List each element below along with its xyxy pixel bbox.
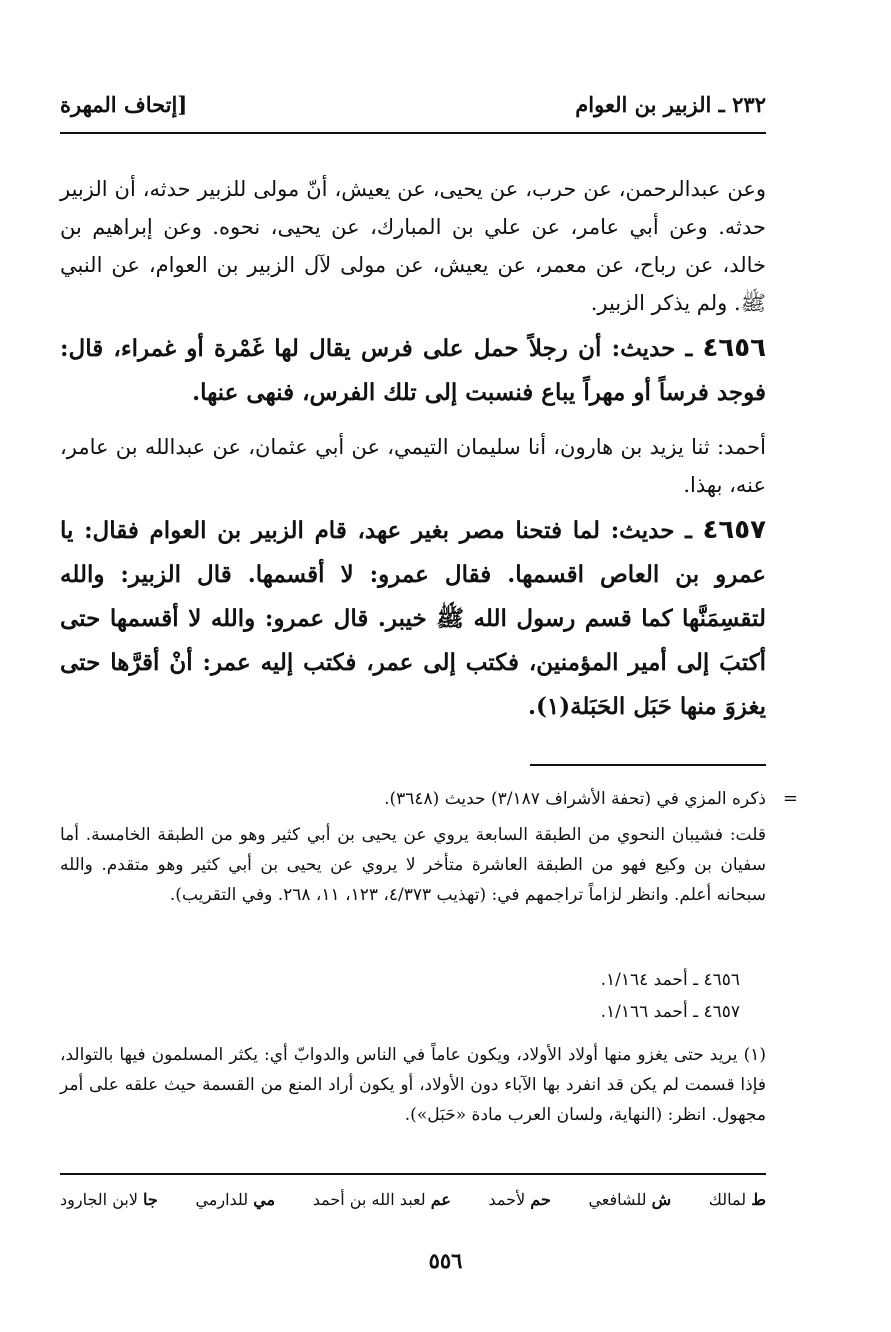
abbrev-item: ط لمالك (708, 1190, 766, 1209)
abbrev-item: عم لعبد الله بن أحمد (312, 1190, 451, 1209)
abbrev-item: مي للدارمي (195, 1190, 276, 1209)
abbrev-rule (60, 1173, 766, 1175)
book-title: [إتحاف المهرة (60, 91, 188, 117)
footnote-rule (530, 764, 766, 766)
running-header (60, 86, 766, 122)
hadith-number: ٤٦٥٧ (702, 515, 766, 545)
intro-paragraph: وعن عبدالرحمن، عن حرب، عن يحيى، عن يعيش، أنّ مولى للزبير حدثه، أن الزبير حدثه. وعن أبي عامر، عن علي بن المبارك، عن يحيى، نحوه. وعن إبراهيم بن خالد، عن رباح، عن معمر، عن يعيش، عن مولى لآل الزبير بن العوام، عن النبي ﷺ. ولم يذكر الزبير. (60, 177, 766, 315)
abbrev-item: ش للشافعي (588, 1190, 672, 1209)
hadith-text: ـ حديث: أن رجلاً حمل على فرس يقال لها غَمْرة أو غمراء، قال: فوجد فرساً أو مهراً يباع فنسبت إلى تلك الفرس، فنهى عنها. (60, 335, 766, 406)
hadith-number: ٤٦٥٦ (702, 333, 766, 363)
section-title: ٢٣٢ ـ الزبير بن العوام (575, 91, 766, 117)
header-rule (60, 132, 766, 134)
footnote-refs (60, 964, 766, 1028)
continuation-marker: = (782, 788, 798, 809)
hadith-text: ـ حديث: لما فتحنا مصر بغير عهد، قام الزبير بن العوام فقال: يا عمرو بن العاص اقسمها. فقال عمرو: لا أقسمها. قال الزبير: والله لتقسِمَنَّها كما قسم رسول الله ﷺ خيبر. قال عمرو: والله لا أقسمها حتى أكتبَ إلى أمير المؤمنين، فكتب إلى عمر، فكتب إليه عمر: أنْ أقرَّها حتى يغزوَ منها حَبَل الحَبَلة(١). (60, 517, 766, 720)
continuation-text: ذكره المزي في (تحفة الأشراف ٣/١٨٧) حديث (٣٦٤٨). (384, 789, 766, 809)
hadith-4657 (60, 508, 766, 729)
footnote-note: قلت: فشيبان النحوي من الطبقة السابعة يروي عن يحيى بن أبي كثير وهو من الطبقة الخامسة. أما سفيان بن وكيع فهو من الطبقة العاشرة متأخر لا يروي عن يحيى بن أبي كثير وهو متقدم. والله سبحانه أعلم. وانظر لزاماً تراجمهم في: (تهذيب ٤/٣٧٣، ١٢٣، ١١، ٢٦٨. وفي التقريب). (60, 825, 766, 905)
abbrev-item: جا لابن الجارود (60, 1190, 158, 1209)
page-number: ٥٥٦ (428, 1248, 463, 1273)
footnote-continuation (60, 784, 798, 814)
ref-item: ٤٦٥٦ ـ أحمد ١/١٦٤. (600, 970, 740, 990)
ref-item: ٤٦٥٧ ـ أحمد ١/١٦٦. (600, 1002, 740, 1022)
hadith-4656 (60, 326, 766, 415)
footnote-1: (١) يريد حتى يغزو منها أولاد الأولاد، ويكون عاماً في الناس والدوابّ أي: يكثر المسلمون فيها بالتوالد، فإذا قسمت لم يكن قد انفرد بها الآباء دون الأولاد، أو يكون أراد المنع من القسمة حيث علقه على أمر مجهول. انظر: (النهاية، ولسان العرب مادة «حَبَل»). (60, 1045, 766, 1125)
hadith-4656-isnad: أحمد: ثنا يزيد بن هارون، أنا سليمان التيمي، عن أبي عثمان، عن عبدالله بن عامر، عنه، بهذا. (60, 435, 766, 497)
abbrev-item: حم لأحمد (488, 1190, 551, 1209)
abbreviation-key (60, 1186, 766, 1214)
